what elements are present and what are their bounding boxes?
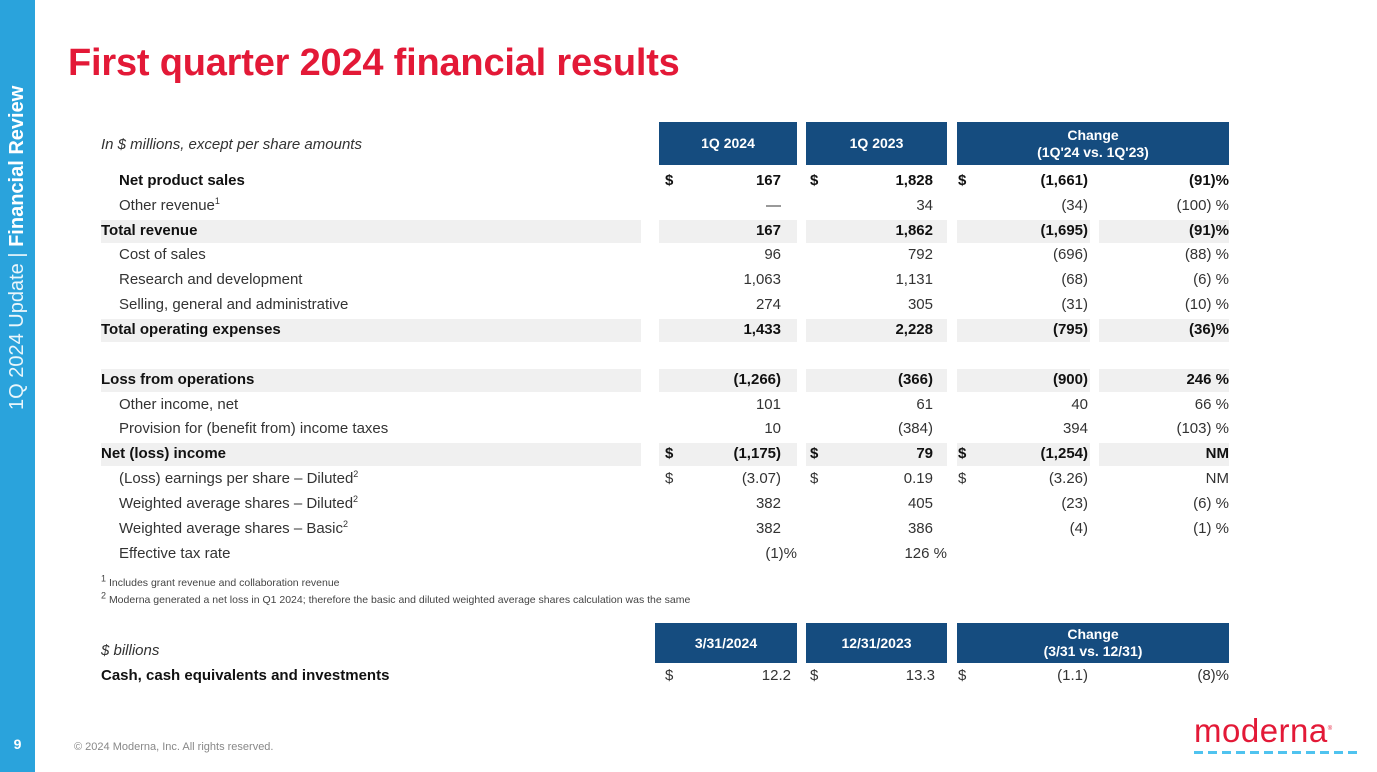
value-1q2023: 34 [916,197,933,214]
page-title: First quarter 2024 financial results [68,42,680,84]
dollar-sign: $ [958,667,967,684]
footnote-2-num: 2 [101,590,107,601]
row-label [119,396,238,413]
table-row [101,518,1229,541]
value-1q2024: — [766,197,781,214]
header-cash-change [957,623,1229,663]
value-change-pct: NM [1205,470,1229,487]
value-change-pct: (6) % [1193,271,1229,288]
section-title-bold: Financial Review [6,85,28,247]
table-row [101,418,1229,441]
row-label [119,545,230,562]
row-label [101,371,254,388]
dollar-sign: $ [958,445,967,462]
value-change: (68) [1061,271,1088,288]
table-row [101,220,1229,243]
value-1q2024: 96 [764,246,781,263]
row-label-text: Weighted average shares – Diluted [119,495,354,512]
row-label-text: Selling, general and administrative [119,296,349,313]
value-1q2023: 0.19 [903,470,933,487]
value-change-pct: (10) % [1184,296,1229,313]
row-label-text: Provision for (benefit from) income taxes [119,420,389,437]
logo-wordmark [1194,714,1364,748]
registered-mark: ® [1327,726,1333,732]
row-label [119,520,348,537]
value-1q2024: 101 [755,396,781,413]
table-row [101,269,1229,292]
footnote-1 [101,573,340,589]
row-label-text: (Loss) earnings per share – Diluted [119,470,354,487]
row-label-text: Cost of sales [119,246,206,263]
table-row [101,369,1229,392]
copyright: © 2024 Moderna, Inc. All rights reserved. [74,741,274,753]
cash-change: (1.1) [1057,667,1088,684]
header-1q2023: 1Q 2023 [806,122,947,165]
row-label-text: Loss from operations [101,371,255,388]
logo-text: moderna [1194,712,1328,749]
cash-row-label: Cash, cash equivalents and investments [101,667,390,684]
value-change-pct: (91)% [1188,222,1229,239]
header-change [957,122,1229,165]
moderna-logo [1194,714,1364,758]
dollar-sign: $ [810,172,819,189]
footnote-1-num: 1 [101,573,107,584]
value-1q2023: 2,228 [895,321,933,338]
row-label-text: Research and development [119,271,303,288]
value-change: (23) [1061,495,1088,512]
footnote-2 [101,590,691,606]
value-1q2023: 386 [907,520,933,537]
logo-dashed-line [1194,751,1360,754]
footnote-ref: 1 [214,196,220,206]
cash-value-2024: 12.2 [761,667,791,684]
row-label-text: Total operating expenses [101,321,281,338]
table-row [101,394,1229,417]
value-change: (1,695) [1040,222,1088,239]
value-change-pct: 246 % [1186,371,1229,388]
value-1q2024: 1,433 [743,321,781,338]
value-change-pct: NM [1205,445,1229,462]
value-1q2024: 382 [755,495,781,512]
value-change: (1,661) [1040,172,1088,189]
row-label [119,296,348,313]
row-label [119,470,358,487]
value-change: (3.26) [1048,470,1088,487]
value-1q2023: 61 [916,396,933,413]
value-1q2024: 10 [764,420,781,437]
row-label-text: Weighted average shares – Basic [119,520,344,537]
row-label-text: Other revenue [119,197,215,214]
header-3-31-2024: 3/31/2024 [655,623,797,663]
dollar-sign: $ [958,172,967,189]
footnote-ref: 2 [353,494,359,504]
table-row [101,195,1229,218]
page-number: 9 [13,736,22,752]
row-label [119,172,245,189]
value-1q2023: (366) [897,371,933,388]
dollar-sign: $ [958,470,967,487]
cash-change-pct: (8)% [1197,667,1229,684]
value-change-pct: 66 % [1194,396,1229,413]
cash-row [101,665,1229,688]
table-row [101,443,1229,466]
row-label-text: Total revenue [101,222,198,239]
value-1q2024: (3.07) [741,470,781,487]
section-title [4,86,30,410]
value-change-pct: (88) % [1184,246,1229,263]
dollar-sign: $ [810,445,819,462]
value-1q2024: 382 [755,520,781,537]
table-row [101,493,1229,516]
value-1q2023: 126 % [904,545,947,562]
footnote-ref: 2 [353,469,359,479]
value-1q2023: 792 [907,246,933,263]
value-1q2023: 305 [907,296,933,313]
value-change: (795) [1052,321,1088,338]
row-label-text: Effective tax rate [119,545,231,562]
row-label-text: Other income, net [119,396,239,413]
header-change-line1: Change [1067,126,1119,143]
value-change: (900) [1052,371,1088,388]
row-label [101,321,281,338]
dollar-sign: $ [665,667,674,684]
value-1q2023: 79 [916,445,933,462]
table-row [101,468,1229,491]
value-1q2024: 167 [755,172,781,189]
value-1q2023: 405 [907,495,933,512]
table-row [101,543,1229,566]
value-change: (31) [1061,296,1088,313]
row-label-text: Net (loss) income [101,445,227,462]
row-label [119,495,358,512]
table-row [101,244,1229,267]
sidebar [0,0,35,772]
value-change: (696) [1052,246,1088,263]
value-1q2024: (1)% [765,545,797,562]
value-1q2023: (384) [897,420,933,437]
row-label [119,420,388,437]
cash-units-label: $ billions [101,642,160,659]
value-change-pct: (103) % [1176,420,1229,437]
cash-value-2023: 13.3 [905,667,935,684]
section-title-light: 1Q 2024 Update | [6,246,28,410]
value-1q2024: 274 [755,296,781,313]
units-label: In $ millions, except per share amounts [101,136,362,153]
dollar-sign: $ [810,667,819,684]
value-1q2023: 1,131 [895,271,933,288]
value-change-pct: (36)% [1188,321,1229,338]
header-1q2024: 1Q 2024 [659,122,797,165]
table-row [101,319,1229,342]
value-change: 394 [1062,420,1088,437]
value-change-pct: (100) % [1176,197,1229,214]
dollar-sign: $ [665,172,674,189]
value-change-pct: (91)% [1188,172,1229,189]
value-1q2024: 1,063 [743,271,781,288]
row-label [119,246,206,263]
value-1q2024: (1,175) [733,445,781,462]
value-change: (4) [1069,520,1088,537]
value-change: 40 [1071,396,1088,413]
row-label [119,197,220,214]
header-change-line2: (1Q'24 vs. 1Q'23) [1037,143,1149,160]
dollar-sign: $ [665,470,674,487]
value-change-pct: (1) % [1193,520,1229,537]
row-label [119,271,302,288]
table-row [101,170,1229,193]
value-1q2023: 1,862 [895,222,933,239]
header-12-31-2023: 12/31/2023 [806,623,947,663]
table-row [101,294,1229,317]
value-1q2024: (1,266) [733,371,781,388]
dollar-sign: $ [810,470,819,487]
header-cash-change-line1: Change [1067,626,1119,642]
value-1q2023: 1,828 [895,172,933,189]
value-change-pct: (6) % [1193,495,1229,512]
header-cash-change-line2: (3/31 vs. 12/31) [1043,643,1143,659]
footnote-1-text: Includes grant revenue and collaboration revenue [108,577,340,589]
row-label [101,222,197,239]
value-change: (34) [1061,197,1088,214]
value-1q2024: 167 [755,222,781,239]
footnote-ref: 2 [343,519,349,529]
dollar-sign: $ [665,445,674,462]
row-label [101,445,226,462]
value-change: (1,254) [1040,445,1088,462]
row-label-text: Net product sales [119,172,245,189]
footnote-2-text: Moderna generated a net loss in Q1 2024; therefore the basic and diluted weighted average shares calculation was the same [108,594,691,606]
